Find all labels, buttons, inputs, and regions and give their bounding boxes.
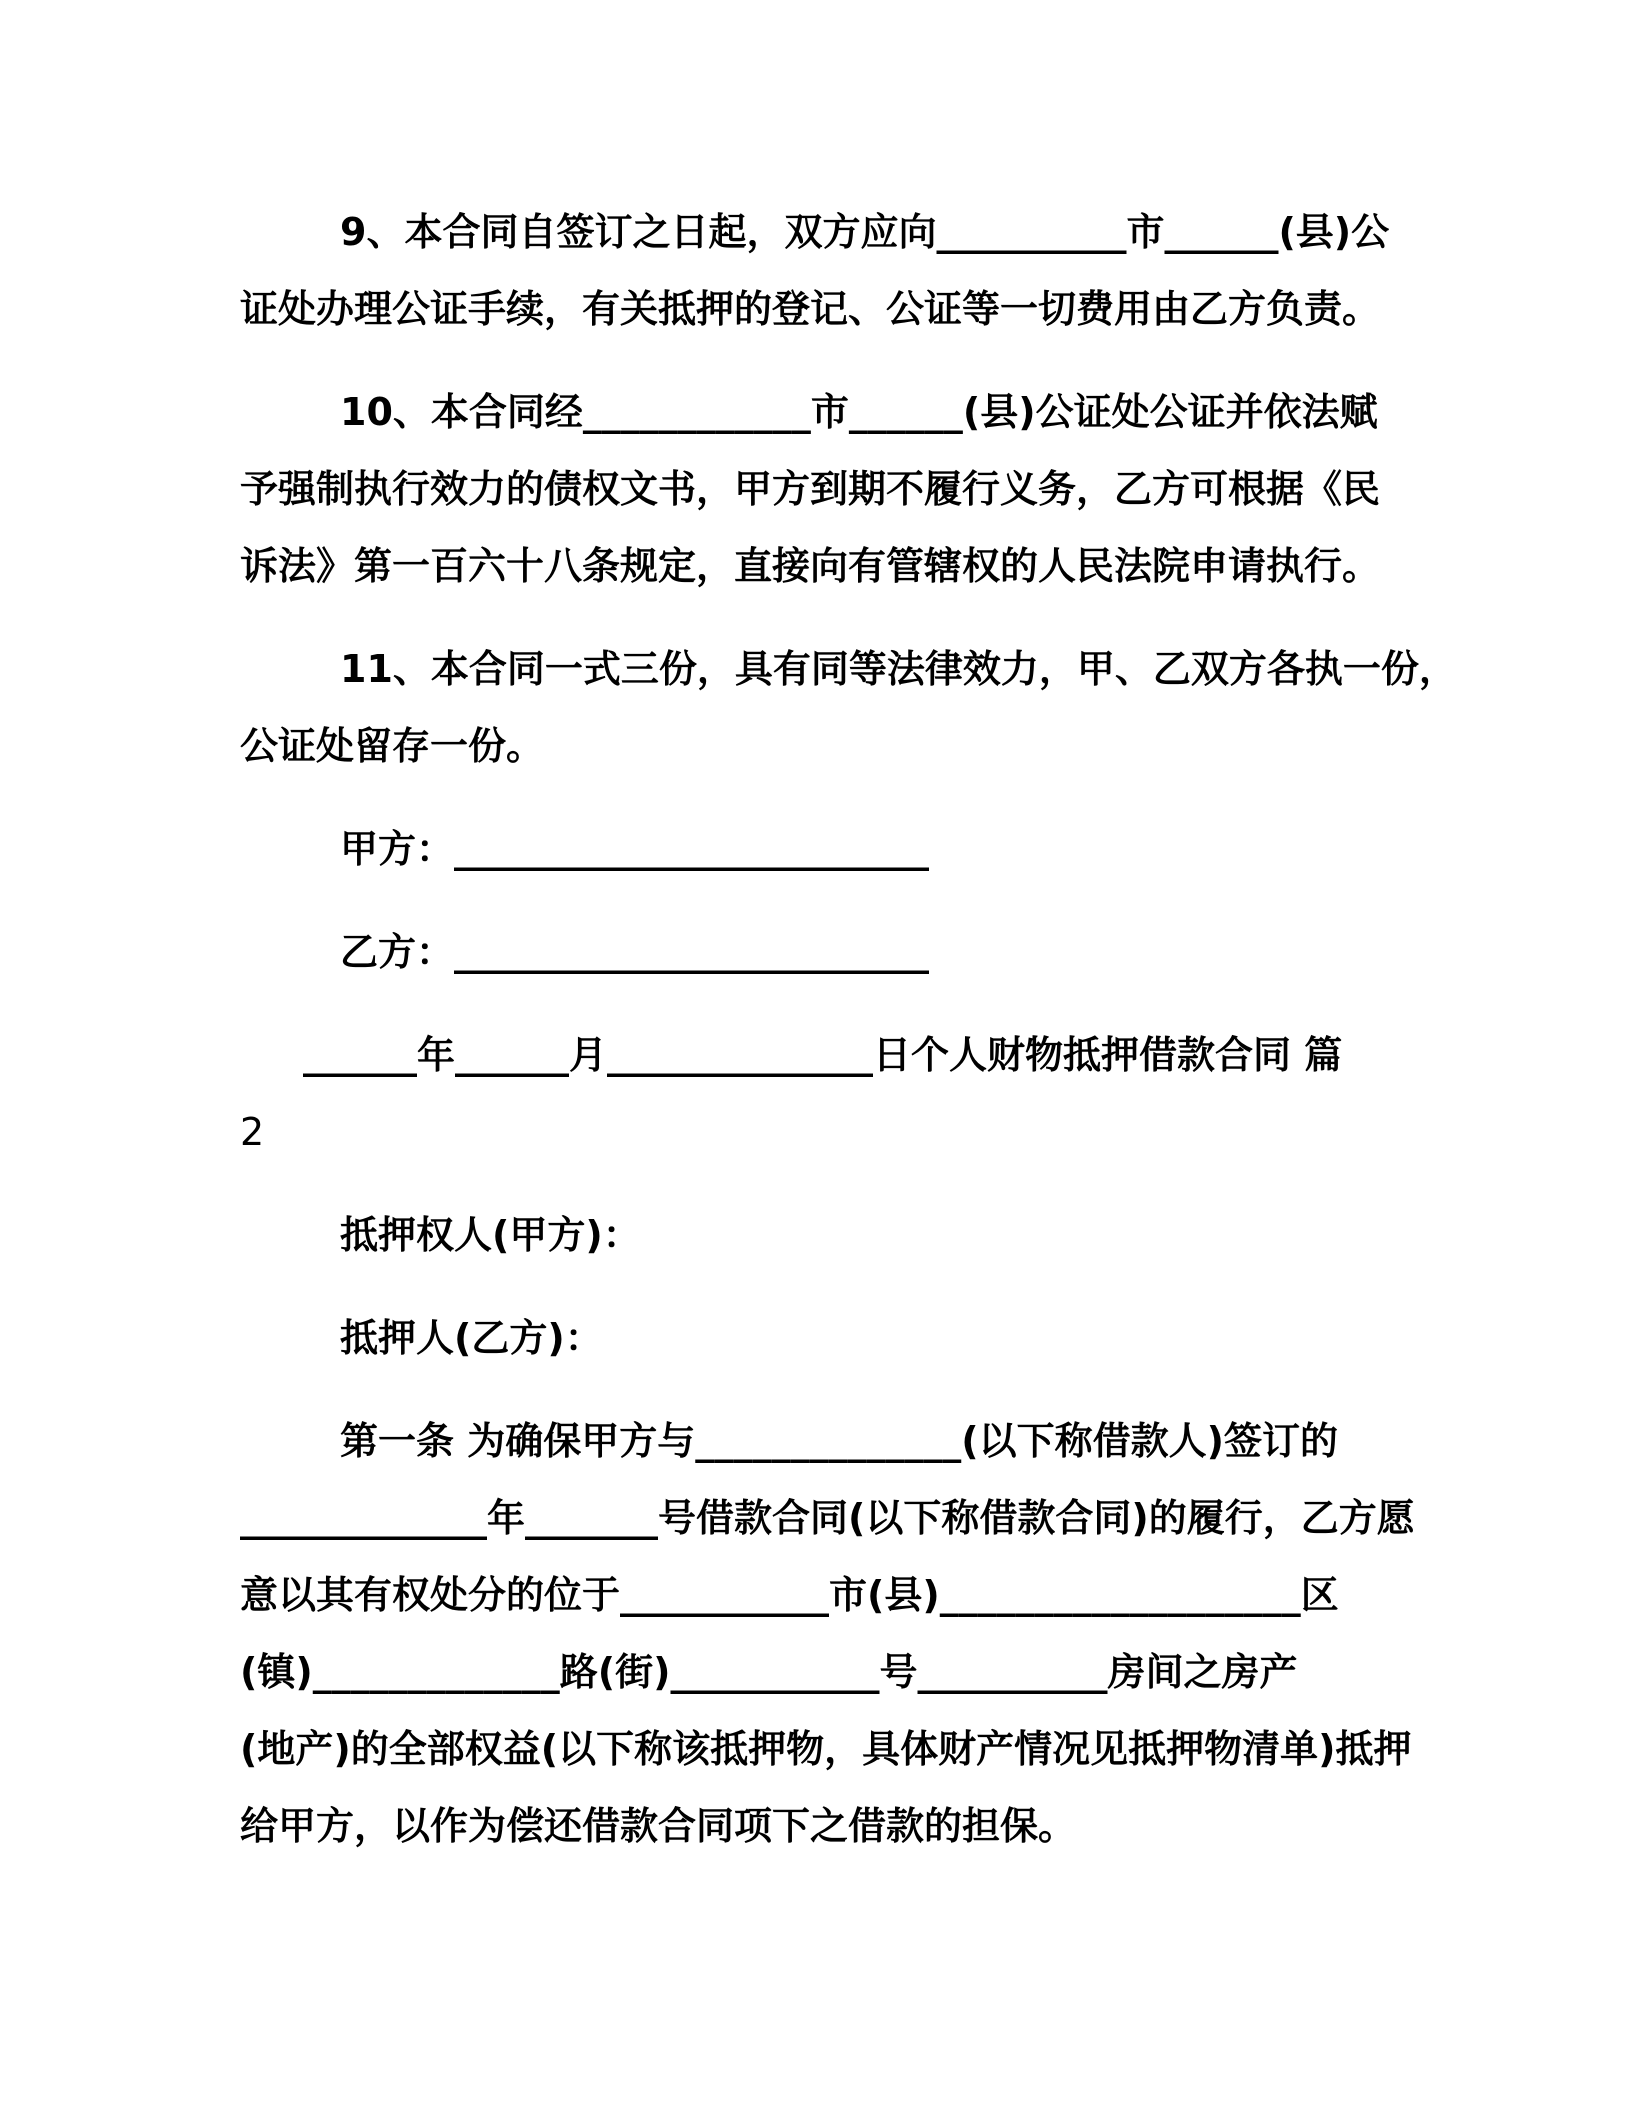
document-line: 公证处留存一份。 bbox=[240, 724, 545, 768]
document-line: 2 bbox=[240, 1110, 265, 1154]
document-line: 抵押权人(甲方)： bbox=[340, 1213, 641, 1257]
document-line: 给甲方，以作为偿还借款合同项下之借款的担保。 bbox=[240, 1804, 1077, 1848]
document-line: 证处办理公证手续，有关抵押的登记、公证等一切费用由乙方负责。 bbox=[240, 287, 1381, 331]
document-line: 抵押人(乙方)： bbox=[340, 1316, 603, 1360]
document-line: 意以其有权处分的位于___________市(县)___________________区 bbox=[240, 1573, 1339, 1617]
document-line: 11、本合同一式三份，具有同等法律效力，甲、乙双方各执一份， bbox=[340, 647, 1457, 691]
document-line: _____________年_______号借款合同(以下称借款合同)的履行，乙方愿 bbox=[240, 1496, 1415, 1540]
document-line: 予强制执行效力的债权文书，甲方到期不履行义务，乙方可根据《民 bbox=[240, 467, 1381, 511]
document-line: 9、本合同自签订之日起，双方应向__________市______(县)公 bbox=[340, 210, 1390, 254]
document-line: 诉法》第一百六十八条规定，直接向有管辖权的人民法院申请执行。 bbox=[240, 544, 1381, 588]
document-line: (镇)_____________路(街)___________号__________房间之房产 bbox=[240, 1650, 1298, 1694]
document-line: ______年______月______________日个人财物抵押借款合同 篇 bbox=[303, 1033, 1343, 1077]
document-body bbox=[240, 194, 1457, 1865]
document-line: (地产)的全部权益(以下称该抵押物，具体财产情况见抵押物清单)抵押 bbox=[240, 1727, 1412, 1771]
document-line: 甲方：_________________________ bbox=[340, 827, 930, 871]
document-line: 第一条 为确保甲方与______________(以下称借款人)签订的 bbox=[340, 1419, 1338, 1463]
document-line: 乙方：_________________________ bbox=[340, 930, 930, 974]
document-line: 10、本合同经____________市______(县)公证处公证并依法赋 bbox=[340, 390, 1378, 434]
